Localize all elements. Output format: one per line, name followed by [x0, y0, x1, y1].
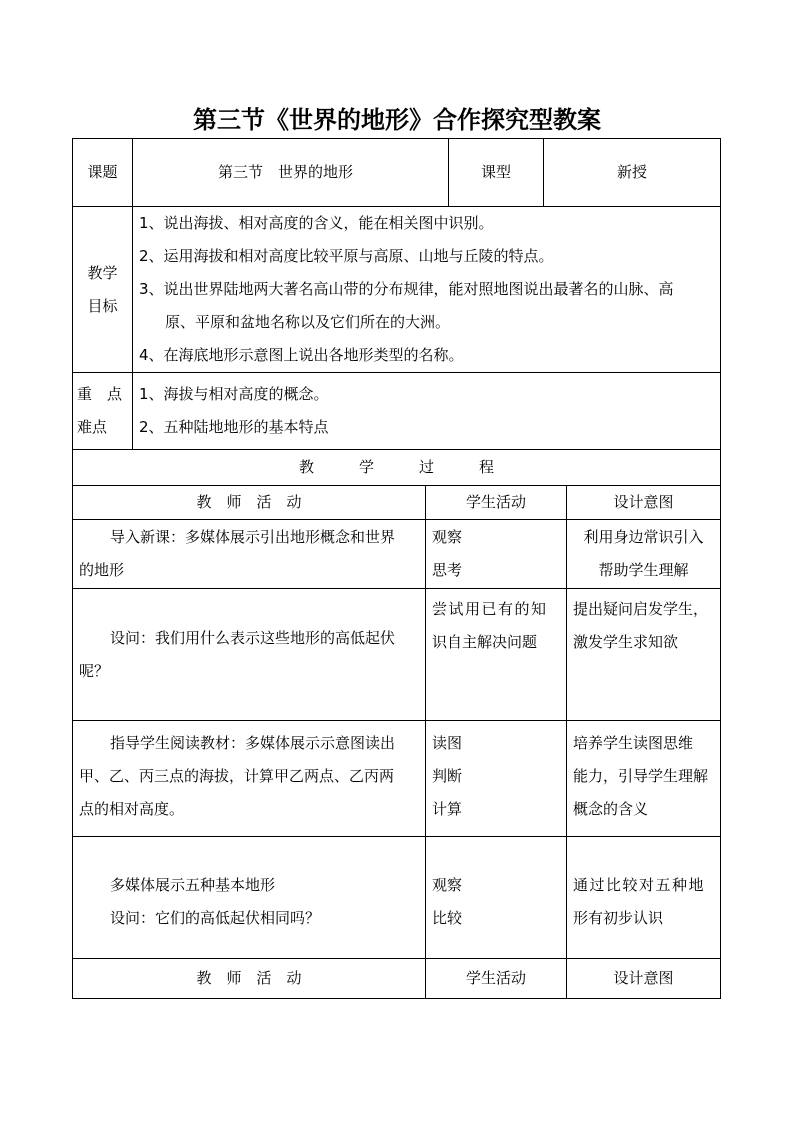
- goals-content: [133, 207, 721, 373]
- design-intent: [567, 520, 721, 589]
- document-title: 第三节《世界的地形》合作探究型教案: [193, 105, 601, 134]
- student-activity: [426, 721, 567, 837]
- student-line: 判断: [432, 767, 463, 785]
- goal-item: 1、说出海拔、相对高度的含义，能在相关图中识别。: [139, 214, 494, 232]
- teacher-line: 的地形: [79, 561, 125, 579]
- type-value: 新授: [544, 139, 721, 207]
- teacher-activity: [73, 520, 426, 589]
- student-line: 比较: [432, 909, 463, 927]
- keypoint-item: 2、五种陆地地形的基本特点: [139, 418, 329, 436]
- process-row: [73, 837, 721, 959]
- goals-label: [73, 207, 133, 373]
- design-line: 帮助学生理解: [598, 561, 689, 579]
- student-line: 尝试用已有的知: [432, 600, 548, 618]
- keypoints-content: [133, 373, 721, 450]
- process-title: 教 学 过 程: [73, 450, 721, 486]
- design-line: 通过比较对五种地: [573, 876, 706, 894]
- keypoints-label-line1: 重 点: [77, 385, 123, 403]
- design-line: 概念的含义: [573, 800, 649, 818]
- topic-value: 第三节 世界的地形: [133, 139, 449, 207]
- student-activity: [426, 589, 567, 721]
- design-line: 能力，引导学生理解: [573, 767, 709, 785]
- goal-item: 2、运用海拔和相对高度比较平原与高原、山地与丘陵的特点。: [139, 247, 554, 265]
- keypoints-label: [73, 373, 133, 450]
- keypoint-item: 1、海拔与相对高度的概念。: [139, 385, 329, 403]
- keypoints-row: [73, 373, 721, 450]
- teacher-line: 甲、乙、丙三点的海拔，计算甲乙两点、乙丙两: [79, 767, 395, 785]
- col-student-header: 学生活动: [426, 486, 567, 520]
- process-title-row: [73, 450, 721, 486]
- col-design-header: 设计意图: [567, 486, 721, 520]
- col-teacher-header: 教 师 活 动: [73, 486, 426, 520]
- teacher-activity: [73, 589, 426, 721]
- process-row: [73, 520, 721, 589]
- student-line: 思考: [432, 561, 463, 579]
- design-line: 利用身边常识引入: [583, 528, 704, 546]
- student-line: 识自主解决问题: [432, 633, 538, 651]
- teacher-line: 设问：我们用什么表示这些地形的高低起伏: [110, 629, 396, 647]
- goals-row: [73, 207, 721, 373]
- process-row: [73, 589, 721, 721]
- teacher-line: 多媒体展示五种基本地形: [110, 876, 276, 894]
- teacher-line: 导入新课：多媒体展示引出地形概念和世界: [110, 528, 396, 546]
- teacher-line: 点的相对高度。: [79, 800, 185, 818]
- goal-item: 4、在海底地形示意图上说出各地形类型的名称。: [139, 346, 464, 364]
- lesson-info-table: [72, 138, 721, 450]
- topic-label: 课题: [73, 139, 133, 207]
- topic-row: [73, 139, 721, 207]
- goals-label-line2: 目标: [87, 296, 118, 315]
- teacher-activity: [73, 837, 426, 959]
- design-line: 提出疑问启发学生，: [573, 600, 709, 618]
- design-intent: [567, 589, 721, 721]
- process-table: [72, 449, 721, 999]
- process-header-row: [73, 486, 721, 520]
- keypoints-label-line2: 难点: [77, 418, 108, 436]
- teacher-line: 指导学生阅读教材：多媒体展示示意图读出: [110, 734, 396, 752]
- student-line: 观察: [432, 876, 463, 894]
- col-student-header: 学生活动: [426, 959, 567, 999]
- goal-item-continuation: 原、平原和盆地名称以及它们所在的大洲。: [165, 313, 451, 331]
- process-footer-row: [73, 959, 721, 999]
- student-line: 计算: [432, 800, 463, 818]
- teacher-activity: [73, 721, 426, 837]
- col-teacher-header: 教 师 活 动: [73, 959, 426, 999]
- goal-item: 3、说出世界陆地两大著名高山带的分布规律，能对照地图说出最著名的山脉、高: [139, 280, 674, 298]
- type-label: 课型: [449, 139, 544, 207]
- student-line: 观察: [432, 528, 463, 546]
- goals-label-line1: 教学: [87, 263, 118, 282]
- design-line: 激发学生求知欲: [573, 633, 679, 651]
- design-intent: [567, 721, 721, 837]
- design-line: 培养学生读图思维: [573, 734, 694, 752]
- teacher-line: 设问：它们的高低起伏相同吗？: [110, 909, 321, 927]
- design-intent: [567, 837, 721, 959]
- student-activity: [426, 520, 567, 589]
- process-row: [73, 721, 721, 837]
- col-design-header: 设计意图: [567, 959, 721, 999]
- design-line: 形有初步认识: [573, 909, 664, 927]
- teacher-line: 呢？: [79, 662, 110, 680]
- student-activity: [426, 837, 567, 959]
- student-line: 读图: [432, 734, 463, 752]
